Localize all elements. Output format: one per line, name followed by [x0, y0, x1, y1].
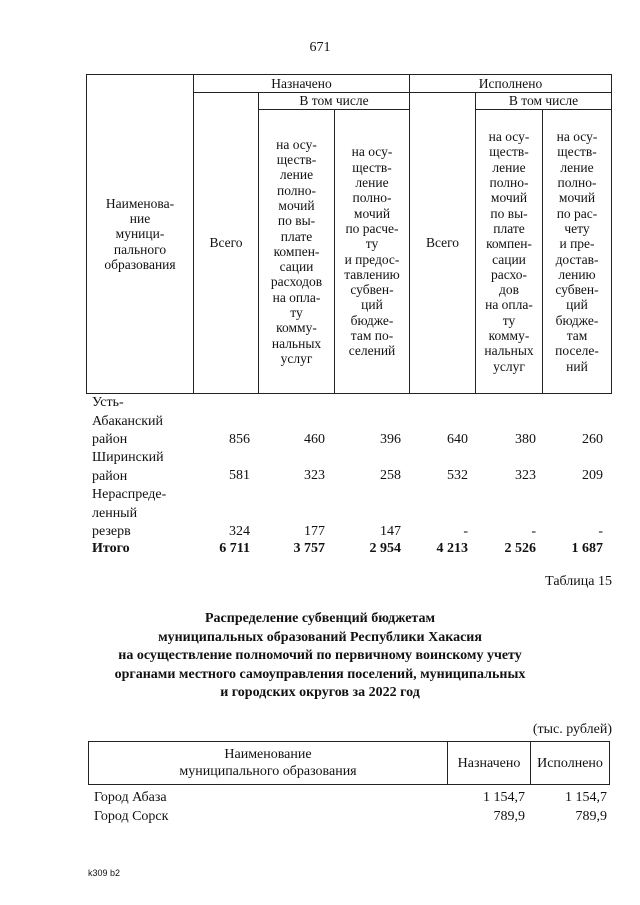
cell-value: 640 [447, 432, 468, 447]
cell-value: 323 [515, 468, 536, 483]
cell-value: 258 [380, 468, 401, 483]
header-name-col: Наименова- ние муници- пального образования [104, 195, 176, 272]
header-executed-sub1: на осу- ществ- ление полно- мочий по вы- плате компен- сации расхо- дов на опла- ту комму- нальных услуг [484, 129, 534, 374]
cell-value: 3 757 [293, 541, 325, 556]
header-incl-executed: В том числе [508, 93, 579, 109]
cell-value: 4 213 [436, 541, 468, 556]
cell-value: 380 [515, 432, 536, 447]
row-name: Нераспреде- ленный резерв [92, 487, 167, 539]
cell-value: 260 [582, 432, 603, 447]
title-line: Распределение субвенций бюджетам [205, 611, 435, 626]
row-name: Ширинский район [92, 450, 164, 484]
cell-value: - [531, 524, 536, 539]
header-executed: Исполнено [478, 75, 543, 91]
header-assigned-sub1: на осу- ществ- ление полно- мочий по вы- плате компен- сации расходов на опла- ту комму- нальных услуг [270, 136, 323, 366]
cell-value: 856 [229, 432, 250, 447]
header-total-executed: Всего [425, 235, 460, 251]
header-name-col: Наименование муниципального образования [179, 747, 357, 779]
cell-value: 581 [229, 468, 250, 483]
header-assigned: Назначено [457, 755, 521, 771]
page-number: 671 [309, 40, 331, 55]
header-total-assigned: Всего [209, 235, 243, 251]
cell-value: - [463, 524, 468, 539]
title-line: органами местного самоуправления поселений, муниципальных [114, 666, 526, 682]
cell-value: 789,9 [575, 809, 607, 824]
cell-value: 324 [229, 524, 250, 539]
units-label: (тыс. рублей) [532, 722, 612, 737]
cell-value: 2 526 [504, 541, 536, 556]
row-name: Усть- Абаканский район [92, 395, 164, 447]
cell-value: 177 [304, 524, 325, 539]
table-caption: Таблица 15 [545, 574, 612, 589]
row-name: Итого [92, 541, 130, 556]
header-assigned-sub2: на осу- ществ- ление полно- мочий по расче- ту и предос- тавлению субвен- ций бюдже- там по- селений [344, 144, 400, 359]
cell-value: - [598, 524, 603, 539]
cell-value: 789,9 [493, 809, 525, 824]
title-line: на осуществление полномочий по первичному воинскому учету [118, 648, 522, 664]
header-executed-sub2: на осу- ществ- ление полно- мочий по рас- чету и пре- достав- лению субвен- ций бюдже- там поселе- ний [555, 129, 599, 374]
title-line: и городских округов за 2022 год [220, 685, 420, 701]
section-title [0, 610, 640, 703]
cell-value: 6 711 [219, 541, 250, 556]
cell-value: 209 [582, 468, 603, 483]
cell-value: 147 [380, 524, 401, 539]
table1-v7 [611, 74, 612, 394]
header-executed: Исполнено [537, 755, 603, 771]
table1-header [86, 74, 612, 394]
header-assigned: Назначено [271, 75, 332, 91]
row-name: Город Абаза [94, 790, 167, 805]
cell-value: 323 [304, 468, 325, 483]
cell-value: 2 954 [369, 541, 401, 556]
row-name: Город Сорск [94, 809, 169, 824]
cell-value: 460 [304, 432, 325, 447]
table2-v3 [609, 741, 610, 785]
cell-value: 396 [380, 432, 401, 447]
header-incl-assigned: В том числе [299, 93, 369, 109]
table2-bottom-line [88, 784, 610, 785]
title-line: муниципальных образований Республики Хакасия [158, 629, 482, 645]
table2-header [88, 741, 610, 785]
cell-value: 1 154,7 [483, 790, 525, 805]
cell-value: 1 687 [571, 541, 603, 556]
footer-code: k309 b2 [88, 868, 121, 878]
cell-value: 1 154,7 [565, 790, 607, 805]
cell-value: 532 [447, 468, 468, 483]
